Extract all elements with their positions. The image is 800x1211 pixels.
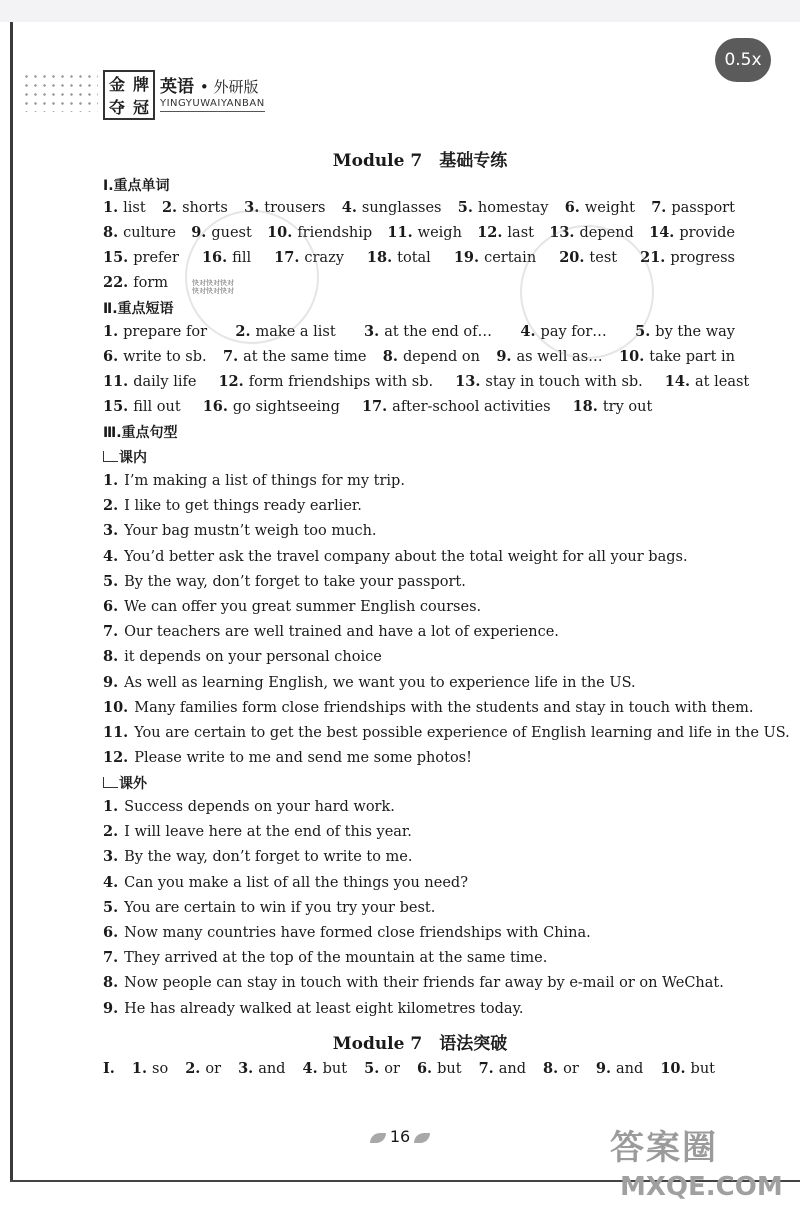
answer-item [223, 348, 366, 365]
answer-item [660, 1060, 715, 1077]
item-number: 5. [364, 1060, 380, 1077]
answer-item [477, 224, 534, 241]
answer-item [458, 199, 549, 216]
sentence-number: 4. [103, 547, 119, 565]
item-text: daily life [133, 374, 197, 390]
item-number: 11. [103, 373, 129, 390]
answer-item [103, 199, 146, 216]
sentence-item [103, 724, 790, 741]
sentence-number: 6. [103, 598, 119, 615]
sentence-item [103, 924, 591, 941]
sentence-item [103, 848, 412, 865]
sentence-number: 4. [103, 873, 119, 891]
brand-watermark: 答案圈 [610, 1128, 718, 1168]
item-number: 6. [564, 199, 580, 216]
sentence-number: 5. [103, 898, 119, 916]
header-dot-pattern [22, 72, 98, 112]
sentence-text: Our teachers are well trained and have a lot of experience. [124, 624, 559, 641]
answer-item [665, 373, 749, 390]
sentence-item [103, 648, 382, 665]
logo-char: 牌 [132, 75, 149, 94]
item-text: prefer [133, 250, 179, 266]
item-text: but [322, 1061, 348, 1077]
item-text: depend on [402, 349, 480, 365]
answer-item [103, 224, 176, 241]
item-text: stay in touch with sb. [485, 374, 643, 390]
item-text: pay for… [540, 324, 607, 340]
answer-row [103, 199, 735, 216]
sentence-item [103, 699, 754, 716]
sentence-text: Success depends on your hard work. [124, 799, 395, 815]
zoom-level-button[interactable]: 0.5x [715, 38, 771, 82]
item-text: at the same time [243, 349, 367, 365]
item-number: 4. [302, 1060, 318, 1077]
sentence-item [103, 749, 472, 766]
item-text: guest [211, 225, 252, 241]
answer-item [162, 199, 228, 216]
sentence-number: 9. [103, 999, 119, 1017]
item-text: progress [670, 250, 735, 266]
item-number: 1. [103, 323, 119, 340]
answer-item [103, 398, 181, 415]
answer-item [649, 224, 735, 241]
item-number: 2. [235, 323, 251, 340]
section-key-phrases-heading: Ⅱ.重点短语 [103, 301, 174, 317]
sentence-text: I will leave here at the end of this year. [124, 824, 412, 841]
item-number: 3. [238, 1060, 254, 1077]
item-text: but [690, 1061, 715, 1077]
item-text: and [258, 1061, 286, 1077]
item-number: 15. [103, 398, 129, 415]
item-text: prepare for [123, 324, 208, 340]
brand-url-watermark: MXQE.COM [620, 1172, 783, 1202]
item-number: 19. [453, 249, 480, 266]
sentence-text: You are certain to win if you try your best. [124, 899, 436, 916]
item-number: 4. [341, 199, 357, 216]
sentence-item [103, 949, 547, 966]
item-number: 18. [366, 249, 393, 266]
answer-item [387, 224, 462, 241]
item-text: weight [584, 200, 635, 216]
item-number: 14. [664, 373, 691, 390]
item-number: 1. [103, 199, 119, 216]
top-bar [0, 0, 800, 22]
sentence-item [103, 497, 362, 514]
item-text: provide [679, 225, 735, 241]
item-text: write to sb. [123, 349, 207, 365]
item-text: passport [671, 200, 735, 216]
item-text: go sightseeing [232, 399, 340, 415]
item-number: 7. [478, 1060, 494, 1077]
answer-item [635, 323, 735, 340]
answer-item [417, 1060, 462, 1077]
item-number: 16. [202, 398, 228, 415]
sentence-number: 11. [103, 724, 129, 741]
item-text: make a list [255, 324, 336, 340]
sentence-number: 1. [103, 798, 119, 815]
page-number-text: 16 [389, 1127, 411, 1146]
item-number: 6. [416, 1060, 433, 1077]
item-text: trousers [264, 200, 326, 216]
item-number: 2. [161, 199, 178, 216]
sentence-text: I like to get things ready earlier. [124, 498, 362, 515]
leaf-icon [370, 1133, 386, 1143]
answer-item [103, 323, 207, 340]
sentence-item [103, 472, 405, 489]
answer-item [543, 1060, 579, 1077]
pen-bracket-icon [103, 451, 118, 462]
answer-item [238, 1060, 285, 1077]
sentence-item [103, 874, 468, 891]
item-number: 4. [520, 323, 536, 340]
item-number: 5. [457, 199, 473, 216]
sentence-text: Please write to me and send me some photos! [134, 750, 472, 767]
item-text: or [205, 1061, 222, 1077]
item-number: 7. [651, 199, 667, 216]
item-number: 18. [572, 398, 598, 415]
answer-item [364, 1060, 400, 1077]
answer-item [303, 1060, 348, 1077]
item-text: after-school activities [392, 399, 551, 415]
answer-item [364, 323, 492, 340]
answer-item [203, 398, 340, 415]
item-text: at the end of… [384, 324, 493, 340]
sentence-text: Now people can stay in touch with their friends far away by e-mail or on WeChat. [124, 975, 724, 992]
sentence-text: Now many countries have formed close friendships with China. [124, 925, 591, 941]
item-text: total [397, 250, 431, 266]
item-number: 10. [619, 348, 645, 365]
sentence-text: You are certain to get the best possible experience of English learning and life in the US. [134, 725, 790, 741]
sentence-text: By the way, don’t forget to write to me. [124, 849, 413, 866]
item-text: weigh [417, 225, 462, 241]
item-text: try out [602, 399, 653, 415]
item-number: 15. [103, 249, 129, 266]
sentence-text: He has already walked at least eight kilometres today. [124, 1000, 524, 1017]
item-number: 5. [635, 323, 651, 340]
sentence-item [103, 598, 481, 615]
answer-item [132, 1060, 168, 1077]
watermark-circle [520, 225, 654, 359]
item-number: 11. [387, 224, 413, 241]
subject: 英语 [160, 77, 194, 97]
item-number: 10. [660, 1060, 686, 1077]
module-basic-title: Module 7 基础专练 [332, 151, 508, 171]
watermark-circle [185, 210, 319, 344]
logo-char: 冠 [132, 98, 149, 117]
module-grammar-title: Module 7 语法突破 [332, 1034, 508, 1054]
item-text: fill out [133, 399, 181, 415]
answer-row [103, 398, 735, 415]
item-text: but [437, 1061, 462, 1077]
answer-row [103, 348, 735, 365]
item-number: 6. [103, 348, 119, 365]
item-number: 3. [244, 199, 260, 216]
sentence-number: 6. [103, 924, 119, 941]
section-key-sentences-heading: Ⅲ.重点句型 [103, 425, 178, 441]
answer-item [218, 373, 433, 390]
answer-item [455, 373, 643, 390]
item-text: last [507, 225, 534, 241]
grammar-section-number: Ⅰ. [103, 1060, 115, 1077]
extra-heading [103, 773, 147, 793]
answer-item [454, 249, 536, 266]
answer-item [651, 199, 735, 216]
item-text: crazy [304, 250, 344, 266]
answer-item [596, 1060, 643, 1077]
sentence-item [103, 1000, 523, 1017]
subject-title: 英语 • 外研版 [160, 77, 259, 97]
answer-item [367, 249, 431, 266]
item-text: form friendships with sb. [248, 374, 434, 390]
item-number: 7. [223, 348, 239, 365]
item-text: test [589, 250, 618, 266]
item-number: 9. [496, 348, 512, 365]
sentence-number: 7. [103, 949, 119, 967]
sentence-item [103, 573, 466, 590]
item-text: by the way [655, 324, 735, 340]
item-number: 8. [382, 348, 398, 365]
item-text: take part in [649, 349, 735, 365]
sentence-item [103, 623, 559, 640]
answer-item [573, 398, 653, 415]
pen-bracket-icon [103, 777, 118, 788]
item-text: or [563, 1061, 579, 1077]
sentence-number: 1. [103, 472, 119, 489]
sentence-text: By the way, don’t forget to take your passport. [124, 573, 466, 590]
item-number: 3. [364, 323, 380, 340]
sentence-item [103, 522, 377, 539]
leaf-icon [414, 1133, 430, 1143]
item-text: certain [484, 250, 537, 266]
answer-item [185, 1060, 221, 1077]
sentence-number: 12. [103, 749, 129, 767]
sentence-text: You’d better ask the travel company about the total weight for all your bags. [124, 548, 688, 565]
sentence-item [103, 798, 395, 815]
answer-item [565, 199, 635, 216]
item-text: form [133, 275, 169, 291]
answer-item [103, 274, 168, 291]
answer-item [479, 1060, 526, 1077]
item-number: 9. [191, 224, 207, 241]
subject-pinyin: YINGYUWAIYANBAN [160, 98, 265, 112]
sentence-item [103, 974, 724, 991]
item-number: 9. [595, 1060, 612, 1077]
answer-item [362, 398, 551, 415]
sentence-number: 9. [103, 673, 119, 691]
in-class-label: 课内 [119, 450, 147, 466]
item-number: 20. [559, 249, 585, 266]
sentence-number: 8. [103, 648, 119, 666]
logo-char: 夺 [108, 98, 125, 117]
item-number: 21. [640, 249, 666, 266]
item-number: 13. [455, 373, 481, 390]
sentence-item [103, 674, 636, 691]
sentence-number: 2. [103, 823, 119, 841]
item-number: 17. [274, 249, 300, 266]
sentence-item [103, 548, 688, 565]
sentence-number: 5. [103, 572, 119, 590]
answer-item [640, 249, 735, 266]
item-number: 8. [103, 224, 119, 241]
item-number: 13. [549, 224, 575, 241]
item-number: 12. [218, 373, 244, 390]
sentence-text: Can you make a list of all the things you need? [124, 874, 468, 891]
sentence-number: 3. [103, 522, 119, 540]
section-key-words-heading: Ⅰ.重点单词 [103, 178, 170, 194]
item-text: list [123, 200, 146, 216]
answer-item [342, 199, 442, 216]
item-number: 14. [649, 224, 675, 241]
item-text: so [152, 1061, 169, 1077]
sentence-item [103, 899, 435, 916]
grammar-answers-row [103, 1060, 715, 1077]
series-logo [103, 70, 155, 120]
item-number: 1. [131, 1060, 148, 1077]
sentence-text: I’m making a list of things for my trip. [124, 473, 405, 489]
sentence-text: We can offer you great summer English courses. [124, 599, 482, 615]
item-number: 17. [361, 398, 388, 415]
answer-item [103, 249, 179, 266]
item-text: depend [579, 225, 634, 241]
item-text: or [384, 1061, 400, 1077]
sentence-text: They arrived at the top of the mountain at the same time. [124, 950, 548, 967]
item-text: homestay [477, 200, 549, 216]
answer-item [103, 373, 196, 390]
item-number: 22. [103, 274, 129, 291]
sentence-text: As well as learning English, we want you to experience life in the US. [124, 674, 636, 691]
edition: 外研版 [213, 78, 259, 96]
page-binding-line [10, 22, 13, 1182]
answer-item [383, 348, 480, 365]
item-text: shorts [182, 200, 228, 216]
sentence-number: 10. [103, 698, 129, 716]
sentence-number: 2. [103, 497, 119, 515]
extra-label: 课外 [119, 776, 147, 792]
item-number: 12. [477, 224, 503, 241]
item-text: and [498, 1061, 526, 1077]
item-text: sunglasses [361, 200, 442, 216]
item-text: at least [695, 374, 750, 390]
sentence-item [103, 823, 412, 840]
answer-row [103, 373, 750, 390]
answer-item [103, 348, 207, 365]
item-number: 10. [267, 224, 293, 241]
item-text: as well as… [516, 349, 603, 365]
item-text: fill [232, 250, 252, 266]
item-number: 2. [185, 1060, 201, 1077]
item-text: and [616, 1061, 644, 1077]
sentence-number: 3. [103, 848, 119, 866]
sentence-number: 7. [103, 623, 119, 641]
logo-char: 金 [108, 75, 125, 94]
watermark-stamp: 快对快对快对 快对快对快对 [192, 279, 234, 295]
item-text: culture [123, 225, 176, 241]
item-text: friendship [297, 225, 373, 241]
sentence-number: 8. [103, 974, 119, 992]
sentence-text: Your bag mustn’t weigh too much. [124, 523, 377, 540]
sentence-text: it depends on your personal choice [124, 649, 382, 666]
in-class-heading [103, 447, 147, 467]
item-number: 16. [201, 249, 228, 266]
item-number: 8. [543, 1060, 559, 1077]
sentence-text: Many families form close friendships with the students and stay in touch with them. [134, 699, 754, 716]
answer-item [619, 348, 735, 365]
